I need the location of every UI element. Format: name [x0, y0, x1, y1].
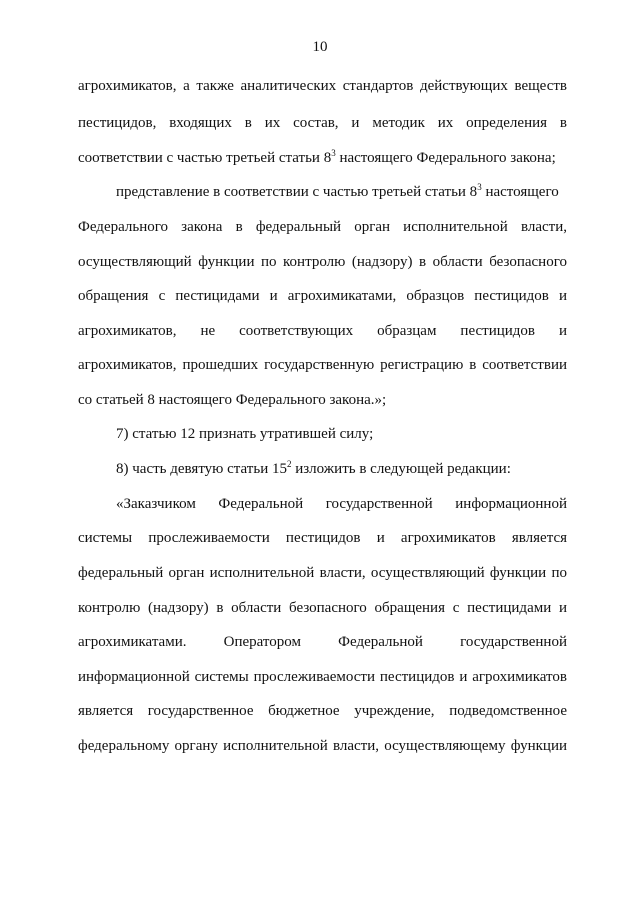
line-text: со статьей 8 настоящего Федерального закона.»; [78, 392, 387, 408]
text-line [78, 355, 567, 375]
text-line [78, 667, 567, 687]
line-text: является государственное бюджетное учреждение, подведомственное [78, 703, 567, 719]
line-text: информационной системы прослеживаемости пестицидов и агрохимикатов [78, 669, 567, 685]
line-text: системы прослеживаемости пестицидов и агрохимикатов является [78, 530, 567, 546]
text-line [116, 494, 567, 514]
page-number: 10 [312, 39, 328, 55]
line-text: пестицидов, входящих в их состав, и методик их определения в [78, 115, 567, 131]
line-text: изложить в следующей редакции: [291, 461, 511, 477]
text-line [78, 701, 567, 721]
line-text: контролю (надзору) в области безопасного обращения с пестицидами и [78, 600, 567, 616]
line-text: агрохимикатами. Оператором Федеральной государственной [78, 634, 567, 650]
line-text: настоящего [481, 184, 559, 200]
text-line [78, 113, 567, 133]
text-line [78, 598, 567, 618]
superscript: 3 [331, 148, 336, 158]
line-text: Федерального закона в федеральный орган исполнительной власти, [78, 219, 567, 235]
text-line [78, 563, 567, 583]
line-text: «Заказчиком Федеральной государственной информационной [116, 496, 567, 512]
superscript: 3 [477, 182, 482, 192]
line-text: настоящего Федерального закона; [335, 150, 556, 166]
text-line [78, 632, 567, 652]
text-line [78, 148, 567, 168]
line-text: 8) часть девятую статьи 15 [116, 461, 287, 477]
text-line [78, 76, 567, 96]
line-text: осуществляющий функции по контролю (надзору) в области безопасного [78, 254, 567, 270]
line-text: агрохимикатов, не соответствующих образцам пестицидов и [78, 323, 567, 339]
text-line [78, 286, 567, 306]
line-text: обращения с пестицидами и агрохимикатами, образцов пестицидов и [78, 288, 567, 304]
line-text: федеральному органу исполнительной власти, осуществляющему функции [78, 738, 567, 754]
text-line [78, 390, 567, 410]
line-text: агрохимикатов, прошедших государственную регистрацию в соответствии [78, 357, 567, 373]
text-line [78, 217, 567, 237]
superscript: 2 [286, 459, 292, 469]
text-line [116, 182, 567, 202]
text-line [116, 424, 567, 444]
text-line [78, 321, 567, 341]
line-text: соответствии с частью третьей статьи 8 [78, 150, 332, 166]
line-text: представление в соответствии с частью третьей статьи 8 [116, 184, 478, 200]
text-line [78, 736, 567, 756]
line-text: федеральный орган исполнительной власти, осуществляющий функции по [78, 565, 567, 581]
text-line [78, 528, 567, 548]
line-text: 7) статью 12 признать утратившей силу; [116, 426, 374, 442]
text-line [78, 252, 567, 272]
line-text: агрохимикатов, а также аналитических стандартов действующих веществ [78, 78, 567, 94]
text-line [116, 459, 567, 479]
